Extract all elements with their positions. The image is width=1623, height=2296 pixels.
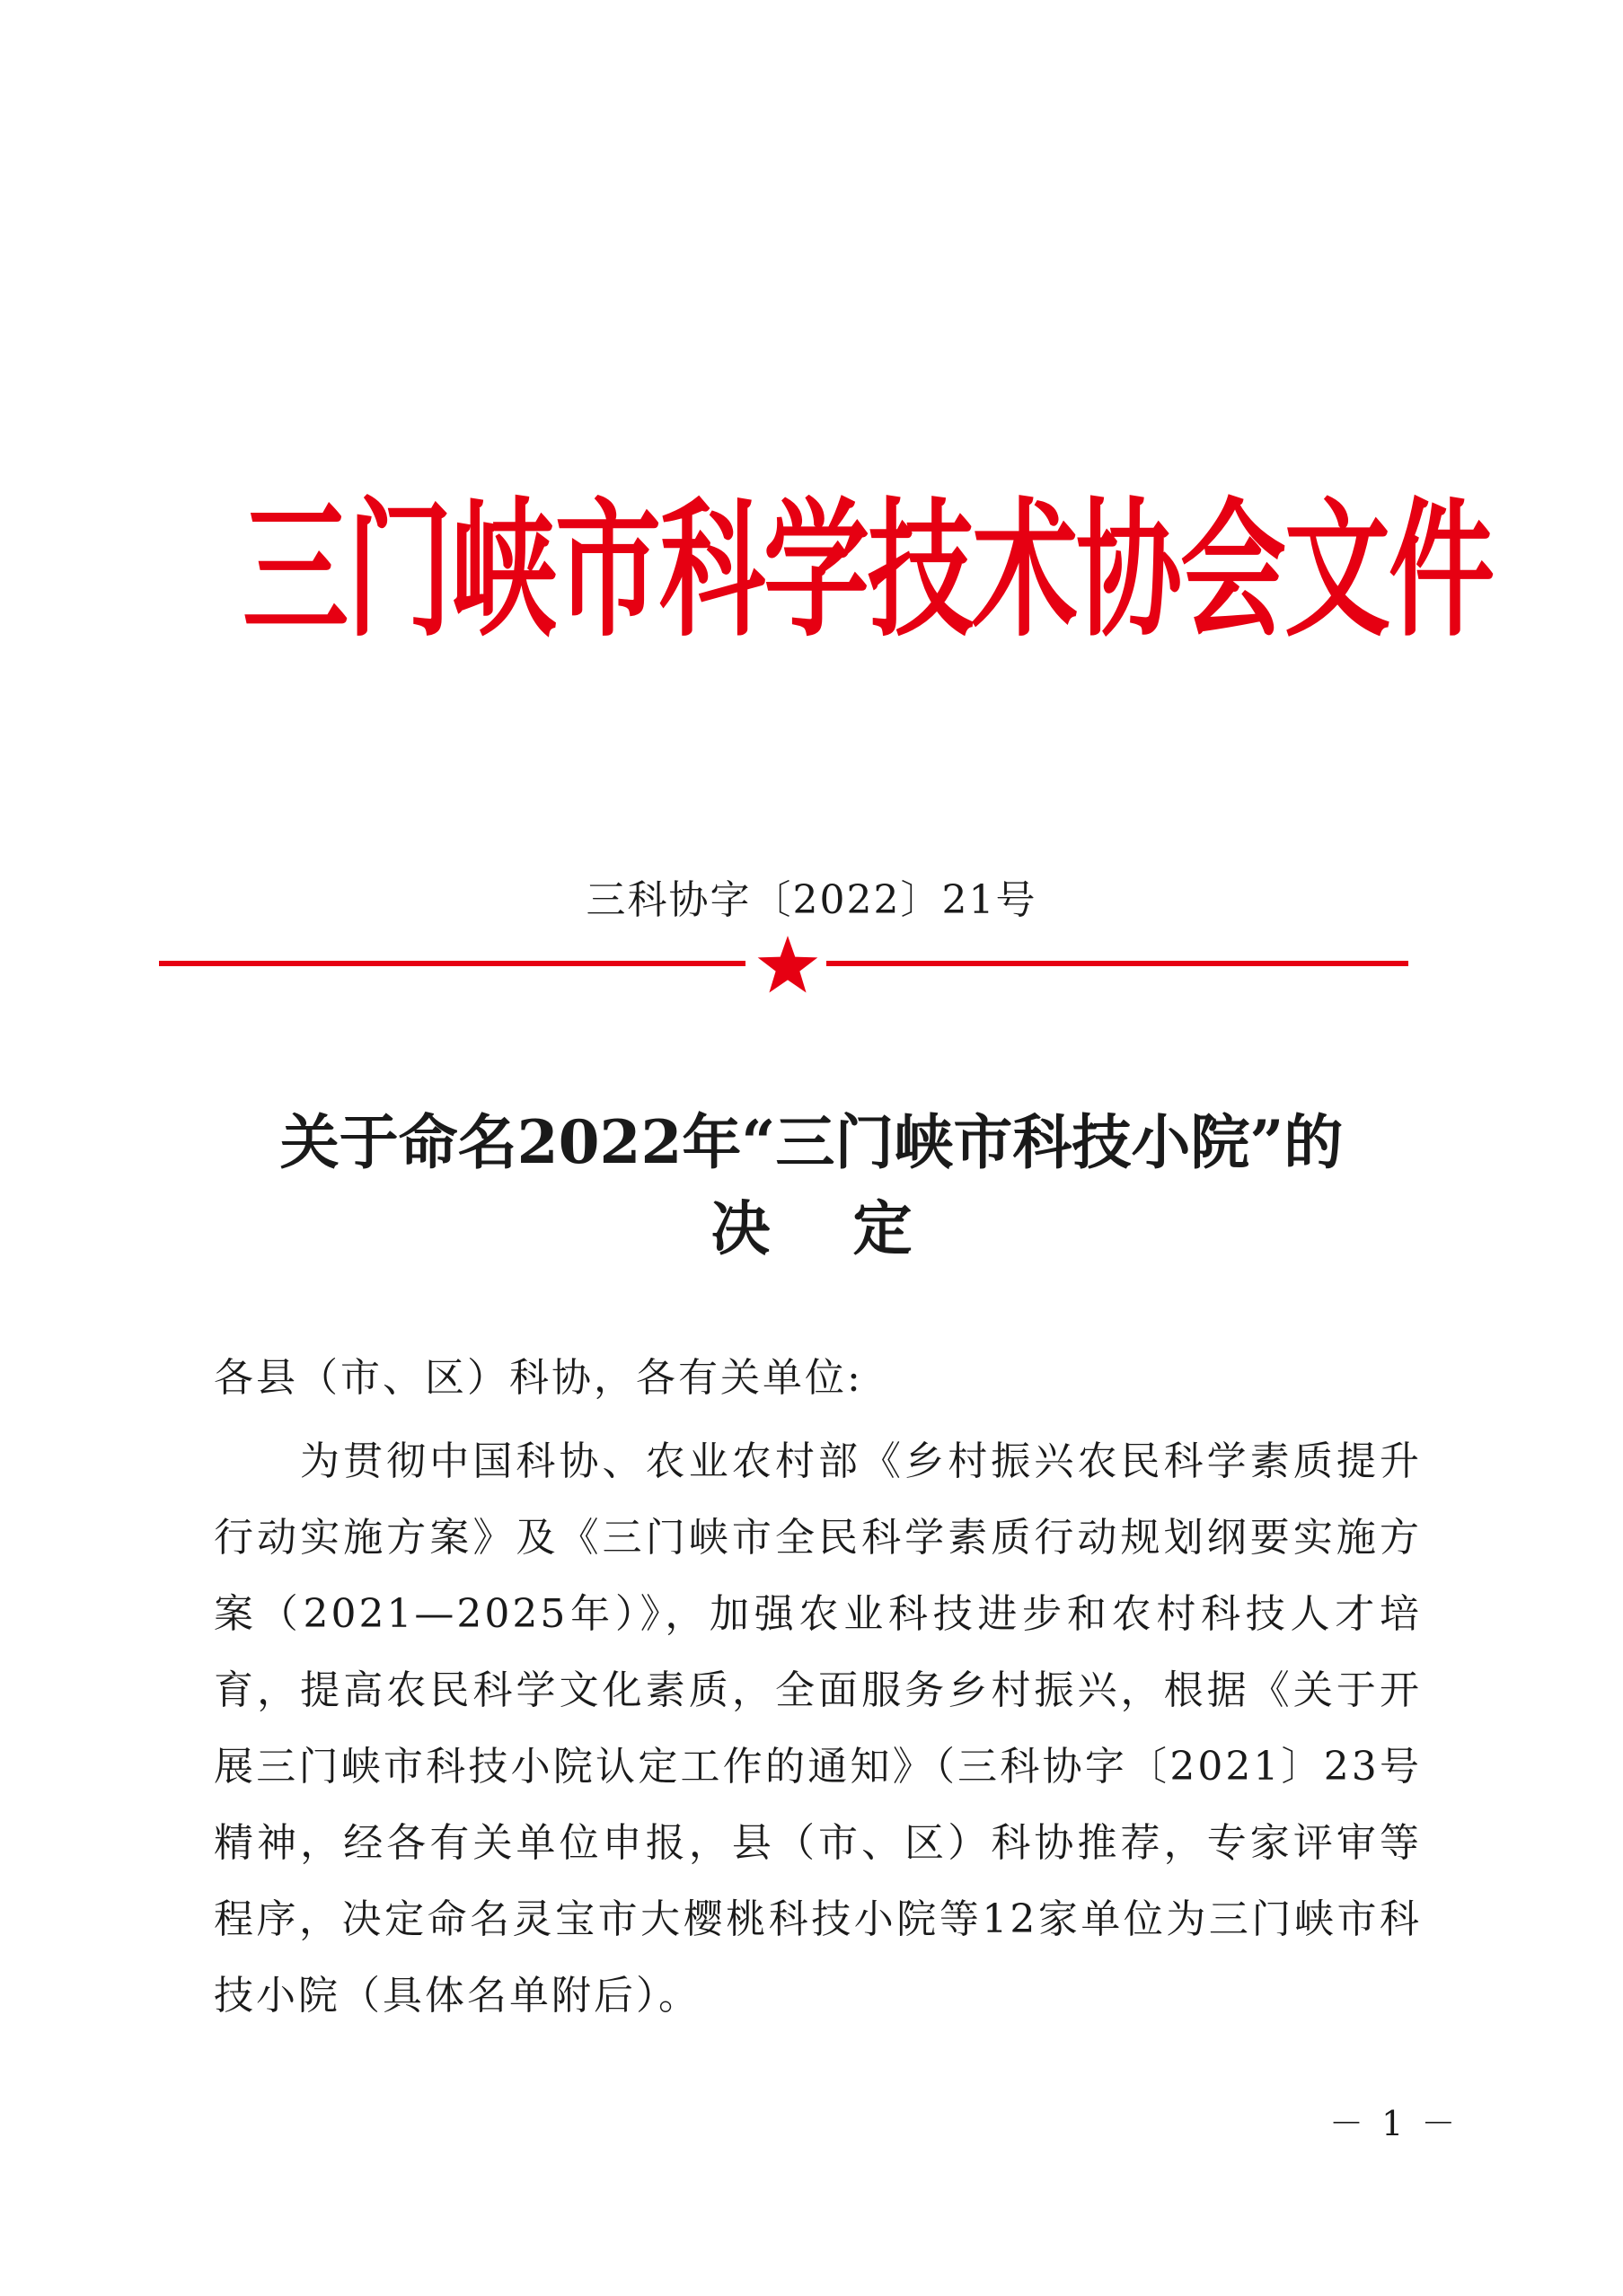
document-number: 三科协字〔2022〕21号	[586, 877, 1037, 923]
page-number: － 1 －	[1329, 2104, 1460, 2143]
body-paragraph: 为贯彻中国科协、农业农村部《乡村振兴农民科学素质提升行动实施方案》及《三门峡市全民科学素质行动规划纲要实施方案（2021—2025年）》，加强农业科技进步和农村科技人才培育，提高农民科学文化素质，全面服务乡村振兴，根据《关于开展三门峡市科技小院认定工作的通知》（三科协字〔2021〕23号精神，经各有关单位申报，县（市、区）科协推荐，专家评审等程序，决定命名灵宝市大樱桃科技小院等12家单位为三门峡市科技小院（具体名单附后）。	[214, 1438, 1422, 2019]
document-title-line-1: 关于命名2022年“三门峡市科技小院”的	[279, 1107, 1344, 1177]
org-header-title: 三门峡市科学技术协会文件	[243, 483, 1494, 657]
red-star-icon	[756, 934, 819, 997]
document-title-line-2: 决定	[710, 1193, 995, 1263]
red-divider-left	[159, 961, 745, 966]
salutation: 各县（市、区）科协，各有关单位:	[214, 1355, 863, 1401]
red-divider-right	[826, 961, 1408, 966]
